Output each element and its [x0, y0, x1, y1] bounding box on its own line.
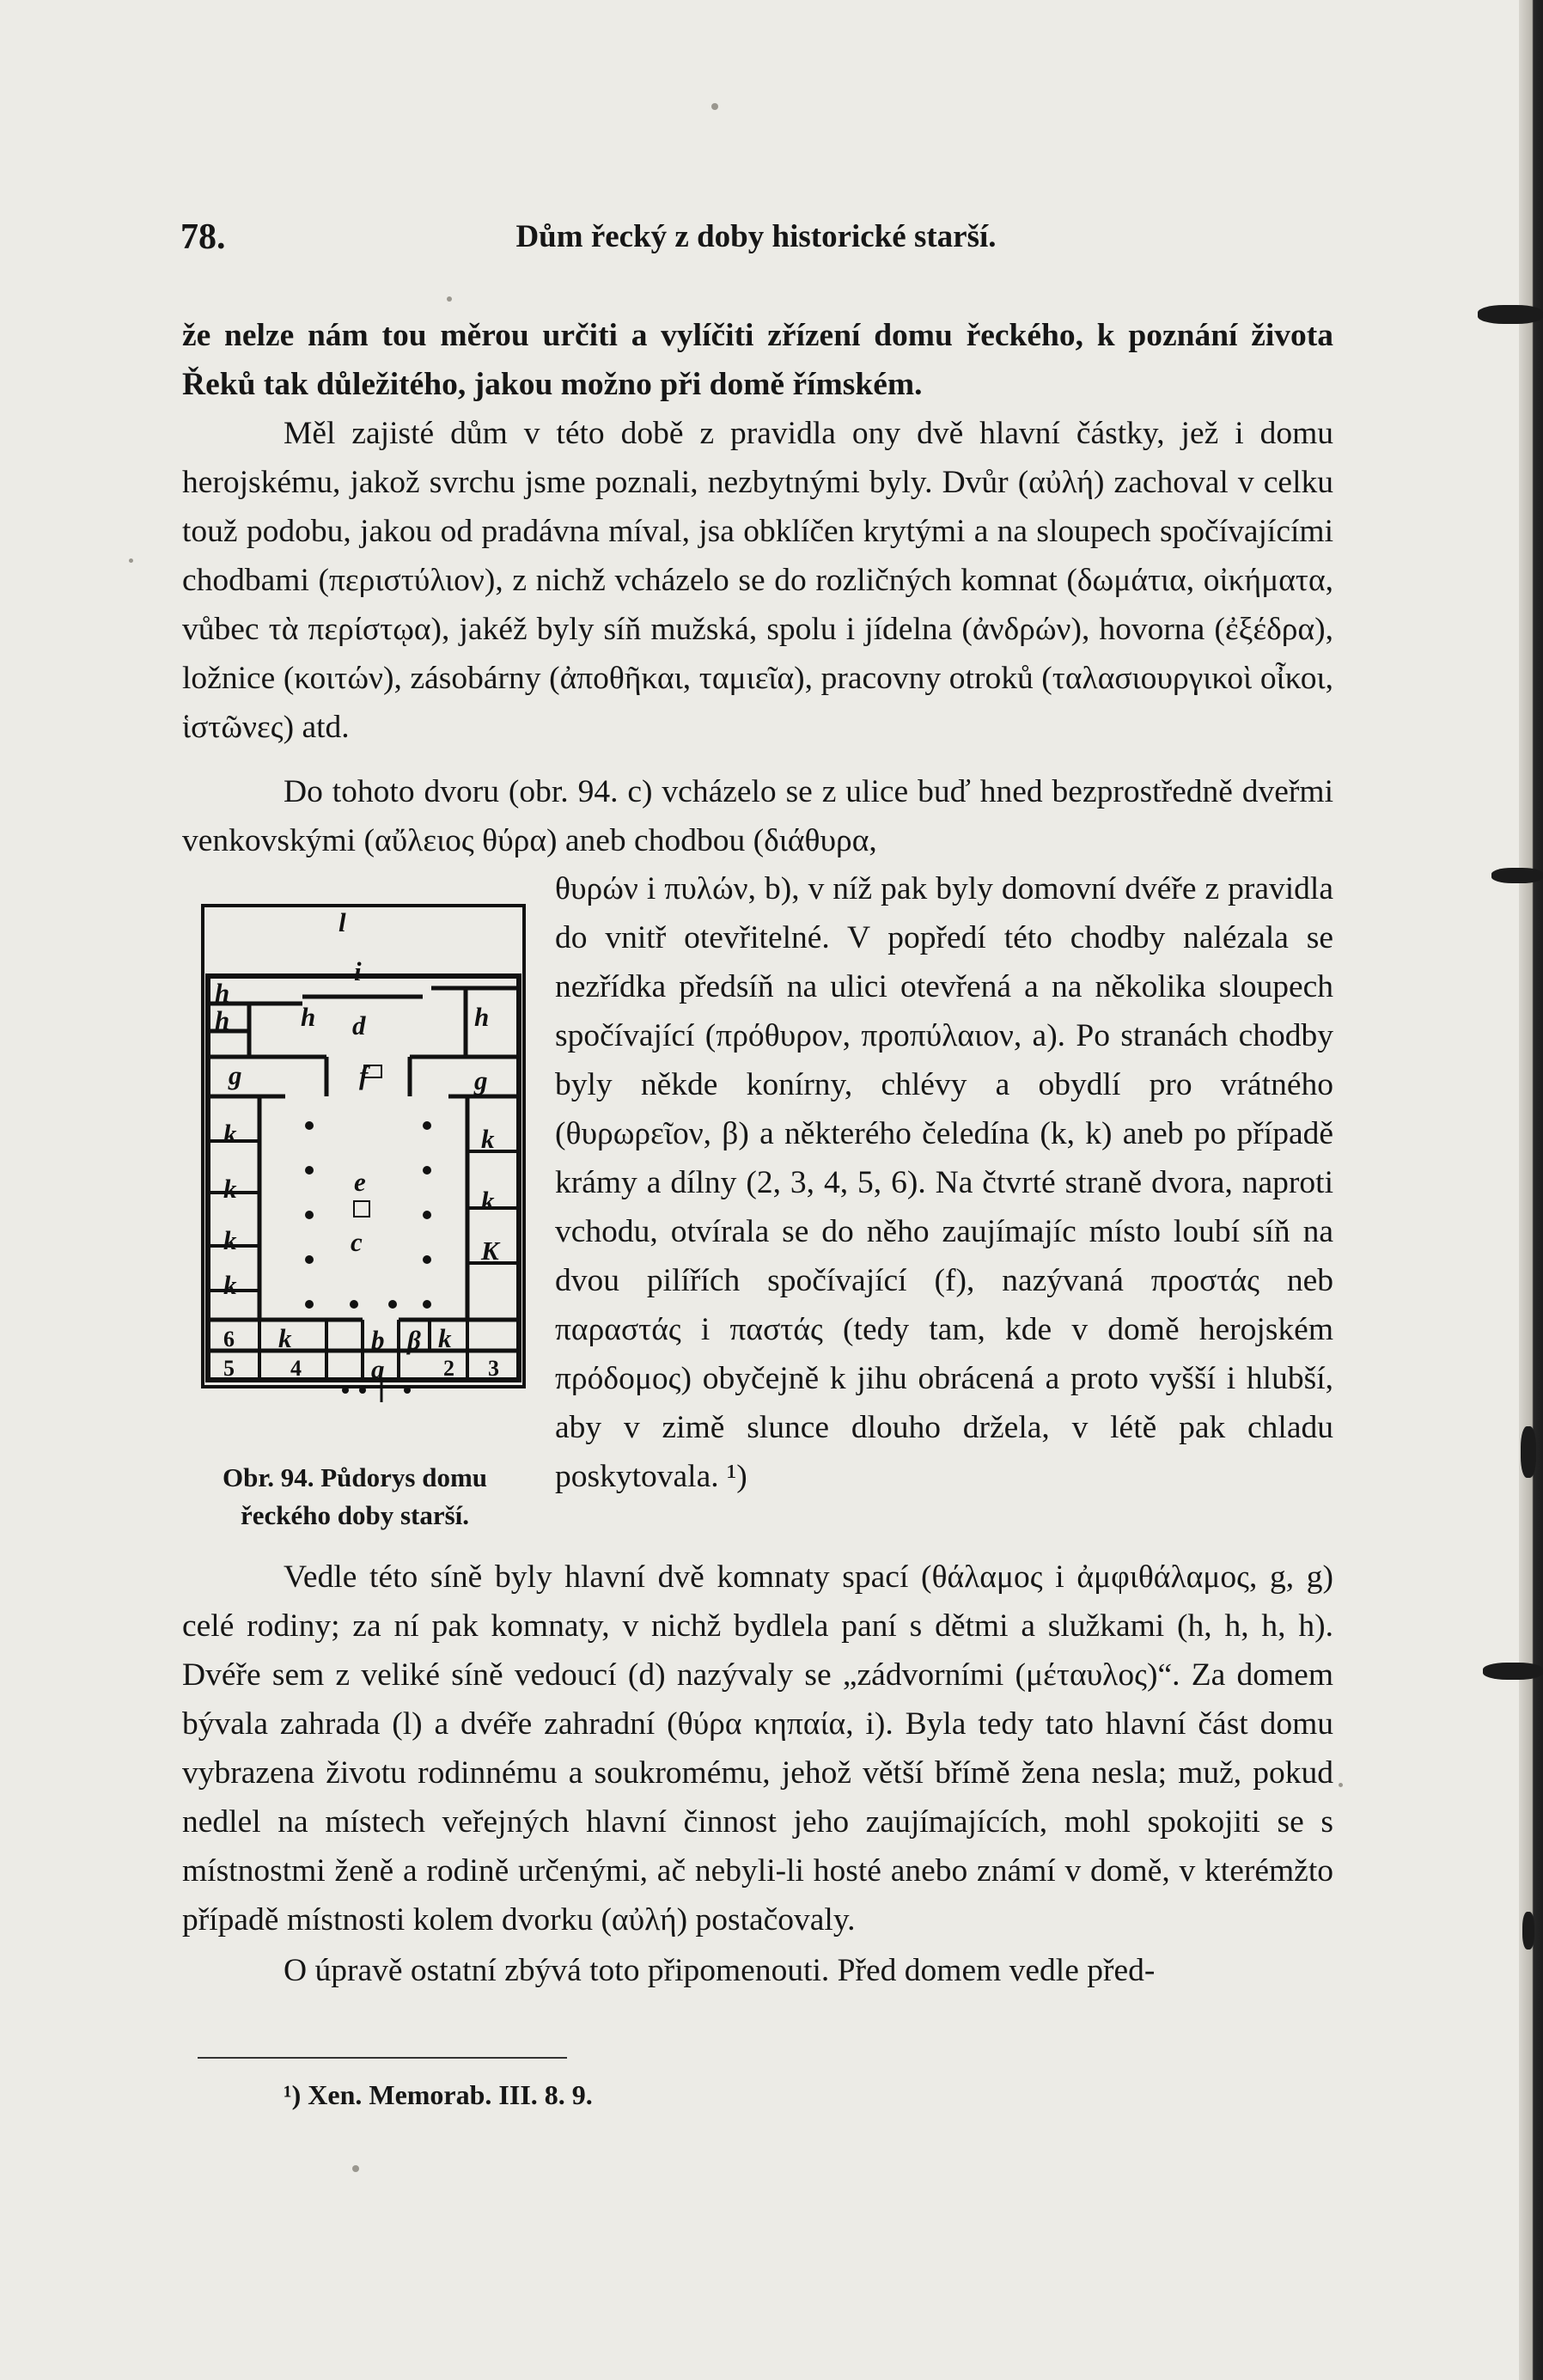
label-k: k [223, 1270, 237, 1300]
label-k: k [481, 1124, 495, 1154]
label-i: i [354, 956, 362, 986]
paper-speck [711, 103, 718, 110]
column [305, 1121, 314, 1130]
page-header [180, 217, 1332, 268]
label-h: h [301, 1002, 316, 1032]
column [423, 1166, 431, 1175]
label-f: f [359, 1060, 369, 1090]
paper-speck [129, 558, 133, 563]
paper-speck [352, 2165, 359, 2172]
label-k: k [438, 1323, 452, 1353]
column [359, 1387, 366, 1394]
edge-mark [1478, 305, 1543, 324]
label-g: g [229, 1060, 242, 1090]
column [350, 1300, 358, 1309]
paragraph-1: že nelze nám tou měrou určiti a vylíčiti zřízení domu řeckého, k poznání života Řeků tak důležitého, jakou možno při domě římském. [182, 318, 1333, 402]
column [305, 1166, 314, 1175]
figure-caption: Obr. 94. Půdorys domu řeckého doby starší. [222, 1462, 488, 1530]
footnote: ¹) Xen. Memorab. III. 8. 9. [284, 2079, 593, 2110]
column [423, 1255, 431, 1264]
label-c: c [351, 1227, 363, 1257]
floor-plan-figure [199, 902, 528, 1418]
edge-mark [1521, 1426, 1536, 1478]
label-5: 5 [223, 1356, 235, 1381]
label-e: e [354, 1167, 366, 1197]
paper-speck [1339, 1783, 1343, 1787]
label-k: k [223, 1225, 237, 1255]
edge-mark [1491, 868, 1543, 883]
label-k: k [223, 1174, 237, 1204]
column [305, 1211, 314, 1219]
paragraph-3-continued: θυρών i πυλών, b), v níž pak byly domovní dvéře z pravidla do vnitř otevřitelné. V popředí této chodby nalézala se nezřídka předsíň na ulici otevřená a na několika sloupech spočívající (πρόθυρον, προπύλαιον, a). Po stranách chodby byly někde konírny, chlévy a obydlí pro vrátného (θυρωρεῖον, β) a některého čeledína (k, k) aneb po případě krámy a dílny (2, 3, 4, 5, 6). Na čtvrté straně dvora, naproti vchodu, otvírala se do něho zaujímajíc místo loubí síň na dvou pilířích spočívající (f), nazývaná προστάς neb παραστάς i παστάς (tedy tam, kde v domě herojském πρόδομος) obyčejně k jihu obrácená a proto vyšší i hlubší, aby v zimě slunce dlouho držela, v létě pak chladu poskytovala. ¹) [555, 871, 1333, 1494]
label-a: a [371, 1354, 385, 1384]
floor-plan-drawing [199, 902, 528, 1418]
label-l: l [338, 907, 346, 937]
label-d: d [352, 1010, 366, 1040]
paragraph-2: Měl zajisté dům v této době z pravidla ony dvě hlavní částky, jež i domu herojskému, jakož svrchu jsme poznali, nezbytnými byly. Dvůr (αὐλή) zachoval v celku touž podobu, jakou od pradávna míval, jsa obklíčen krytými a na sloupech spočívajícími chodbami (περιστύλιον), z nichž vcházelo se do rozličných komnat (δωμάτια, οἰκήματα, vůbec τὰ περίστῳα), jakéž byly síň mužská, spolu i jídelna (ἀνδρών), hovorna (ἐξέδρα), ložnice (κοιτών), zásobárny (ἀποθῆκαι, ταμιεῖα), pracovny otroků (ταλασιουργικοὶ οἶκοι, ἱστῶνες) atd. [182, 416, 1333, 745]
label-2: 2 [443, 1356, 454, 1381]
label-k: k [223, 1119, 237, 1149]
label-3: 3 [488, 1356, 499, 1381]
column [388, 1300, 397, 1309]
paper-speck [447, 296, 452, 302]
altar-e [354, 1201, 369, 1217]
running-title: Dům řecký z doby historické starší. [515, 219, 997, 254]
label-h: h [215, 1005, 230, 1035]
paragraph-5: O úpravě ostatní zbývá toto připomenouti. Před domem vedle před- [284, 1953, 1156, 1988]
edge-mark [1522, 1912, 1534, 1950]
paragraph-4: Vedle této síně byly hlavní dvě komnaty spací (θάλαμος i ἀμφιθάλαμος, g, g) celé rodiny; za ní pak komnaty, v nichž bydlela paní s dětmi a služkami (h, h, h, h). Dvéře sem z veliké síně vedoucí (d) nazývaly se „zádvorními (μέταυλος)“. Za domem bývala zahrada (l) a dvéře zahradní (θύρα κηπαία, i). Byla tedy tato hlavní část domu vybrazena životu rodinnému a soukromému, jehož větší břímě žena nesla; muž, pokud nedlel na místech veřejných hlavní činnost jeho zaujímajících, mohl spokojiti se s místnostmi ženě a rodině určenými, ač nebyli-li hosté anebo známí v domě, v kterémžto případě místnosti kolem dvorku (αὐλή) postačovaly. [182, 1559, 1333, 1938]
label-6: 6 [223, 1327, 235, 1352]
column [423, 1300, 431, 1309]
edge-mark [1483, 1663, 1543, 1680]
label-K: K [481, 1236, 499, 1266]
page-edge-shadow [1519, 0, 1543, 2380]
label-h: h [474, 1002, 490, 1032]
column [423, 1121, 431, 1130]
label-beta: β [407, 1325, 421, 1355]
label-k: k [278, 1323, 292, 1353]
column [404, 1387, 411, 1394]
label-h: h [215, 978, 230, 1008]
column [423, 1211, 431, 1219]
footnote-rule [198, 2057, 567, 2059]
column [305, 1255, 314, 1264]
label-4: 4 [290, 1356, 302, 1381]
label-k: k [481, 1186, 495, 1216]
column [305, 1300, 314, 1309]
paragraph-3: Do tohoto dvoru (obr. 94. c) vcházelo se z ulice buď hned bezprostředně dveřmi venkovskými (αὔλειος θύρα) aneb chodbou (διάθυρα, [182, 774, 1333, 858]
label-b: b [371, 1325, 385, 1355]
page-number: 78. [180, 217, 226, 257]
label-g: g [474, 1065, 488, 1095]
column [342, 1387, 349, 1394]
